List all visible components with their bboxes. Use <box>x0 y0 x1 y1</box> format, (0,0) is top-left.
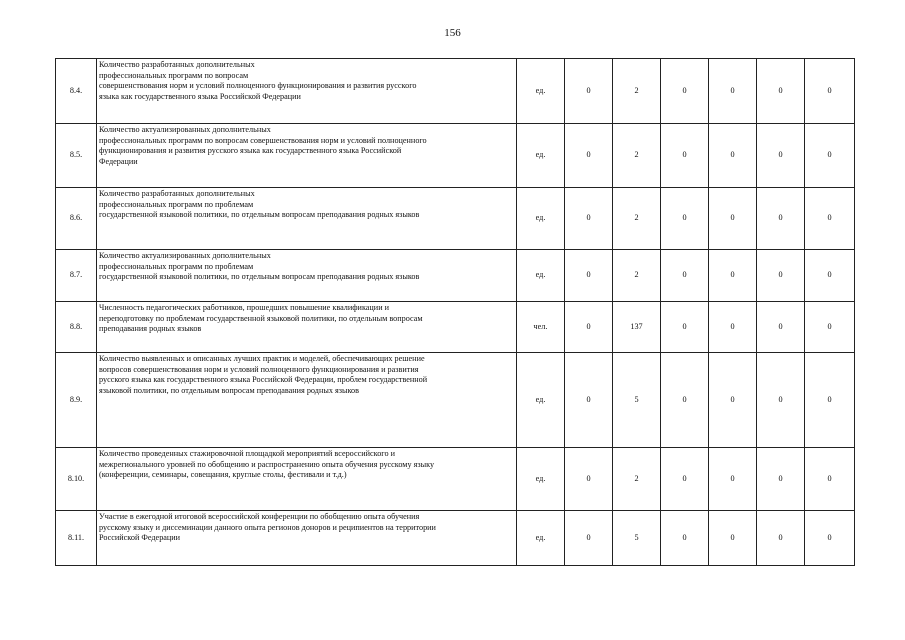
description-line: Федерации <box>99 156 138 166</box>
value-cell: 0 <box>805 353 855 448</box>
value-cell: 0 <box>709 124 757 188</box>
row-number: 8.11. <box>56 511 97 566</box>
table-row <box>56 124 855 188</box>
value-cell: 0 <box>661 188 709 250</box>
table-row <box>56 511 855 566</box>
value-cell: 2 <box>613 250 661 302</box>
row-number: 8.7. <box>56 250 97 302</box>
page-number: 156 <box>444 27 461 39</box>
description-line: Количество проведенных стажировочной площадкой мероприятий всероссийского и <box>99 449 395 458</box>
value-cell: 0 <box>661 511 709 566</box>
table-row <box>56 448 855 511</box>
unit-cell: ед. <box>517 250 565 302</box>
indicator-description <box>97 250 517 302</box>
value-cell: 0 <box>709 188 757 250</box>
description-line: переподготовку по проблемам государственной языковой политики, по отдельным вопросам <box>99 313 423 323</box>
unit-cell: чел. <box>517 302 565 353</box>
value-cell: 0 <box>709 302 757 353</box>
value-cell: 0 <box>805 250 855 302</box>
description-line: профессиональных программ по проблемам <box>99 199 254 209</box>
unit-cell: ед. <box>517 511 565 566</box>
description-line: государственной языковой политики, по отдельным вопросам преподавания родных языков <box>99 210 420 220</box>
value-cell: 0 <box>565 124 613 188</box>
description-line: вопросов совершенствования норм и условий полноценного функционирования и развития <box>99 364 419 374</box>
row-number: 8.5. <box>56 124 97 188</box>
description-line: функционирования и развития русского языка как государственного языка Российской <box>99 146 402 156</box>
indicator-description <box>97 59 517 124</box>
value-cell: 0 <box>805 59 855 124</box>
description-line: преподавания родных языков <box>99 324 202 334</box>
table-row <box>56 250 855 302</box>
value-cell: 0 <box>565 59 613 124</box>
value-cell: 0 <box>565 302 613 353</box>
value-cell: 0 <box>661 250 709 302</box>
value-cell: 0 <box>661 353 709 448</box>
value-cell: 0 <box>565 188 613 250</box>
value-cell: 2 <box>613 59 661 124</box>
indicator-description <box>97 511 517 566</box>
value-cell: 0 <box>757 188 805 250</box>
value-cell: 0 <box>757 353 805 448</box>
value-cell: 0 <box>805 124 855 188</box>
row-number: 8.10. <box>56 448 97 511</box>
value-cell: 0 <box>805 511 855 566</box>
unit-cell: ед. <box>517 124 565 188</box>
unit-cell: ед. <box>517 448 565 511</box>
description-line: Количество разработанных дополнительных <box>99 189 255 198</box>
value-cell: 0 <box>709 511 757 566</box>
indicator-description <box>97 353 517 448</box>
value-cell: 137 <box>613 302 661 353</box>
value-cell: 0 <box>661 124 709 188</box>
value-cell: 0 <box>805 302 855 353</box>
row-number: 8.8. <box>56 302 97 353</box>
table-row <box>56 59 855 124</box>
value-cell: 0 <box>805 448 855 511</box>
description-line: государственной языковой политики, по отдельным вопросам преподавания родных языков <box>99 272 420 282</box>
description-line: (конференции, семинары, совещания, круглые столы, фестивали и т.д.) <box>99 470 347 480</box>
row-number: 8.4. <box>56 59 97 124</box>
value-cell: 0 <box>805 188 855 250</box>
value-cell: 0 <box>709 59 757 124</box>
value-cell: 0 <box>709 353 757 448</box>
description-line: профессиональных программ по вопросам совершенствования норм и условий полноценного <box>99 135 427 145</box>
value-cell: 2 <box>613 448 661 511</box>
unit-cell: ед. <box>517 188 565 250</box>
row-number: 8.9. <box>56 353 97 448</box>
value-cell: 2 <box>613 188 661 250</box>
value-cell: 0 <box>661 59 709 124</box>
indicator-description <box>97 124 517 188</box>
value-cell: 0 <box>709 250 757 302</box>
description-line: Количество актуализированных дополнительных <box>99 125 271 134</box>
value-cell: 0 <box>757 250 805 302</box>
description-line: Численность педагогических работников, прошедших повышение квалификации и <box>99 303 390 312</box>
value-cell: 0 <box>565 250 613 302</box>
unit-cell: ед. <box>517 59 565 124</box>
description-line: профессиональных программ по вопросам <box>99 70 249 80</box>
value-cell: 0 <box>757 511 805 566</box>
description-line: межрегионального уровней по обобщению и распространению опыта обучения русскому языку <box>99 459 435 469</box>
value-cell: 0 <box>565 448 613 511</box>
description-line: профессиональных программ по проблемам <box>99 261 254 271</box>
description-line: русскому языку и диссеминации данного опыта регионов доноров и реципиентов на территории <box>99 522 436 532</box>
indicator-description <box>97 188 517 250</box>
indicator-description <box>97 302 517 353</box>
value-cell: 0 <box>709 448 757 511</box>
description-line: Количество выявленных и описанных лучших практик и моделей, обеспечивающих решение <box>99 354 425 363</box>
table-row <box>56 353 855 448</box>
value-cell: 0 <box>757 302 805 353</box>
description-line: Участие в ежегодной итоговой всероссийской конференции по обобщению опыта обучения <box>99 512 420 521</box>
description-line: Российской Федерации <box>99 533 181 543</box>
description-line: языка как государственного языка Российской Федерации <box>99 91 301 101</box>
indicators-table <box>55 58 855 566</box>
value-cell: 2 <box>613 124 661 188</box>
table-row <box>56 188 855 250</box>
description-line: Количество актуализированных дополнительных <box>99 251 271 260</box>
description-line: Количество разработанных дополнительных <box>99 60 255 69</box>
value-cell: 0 <box>757 124 805 188</box>
value-cell: 0 <box>565 353 613 448</box>
value-cell: 5 <box>613 511 661 566</box>
value-cell: 5 <box>613 353 661 448</box>
value-cell: 0 <box>757 448 805 511</box>
unit-cell: ед. <box>517 353 565 448</box>
value-cell: 0 <box>661 302 709 353</box>
value-cell: 0 <box>757 59 805 124</box>
value-cell: 0 <box>661 448 709 511</box>
indicator-description <box>97 448 517 511</box>
description-line: совершенствования норм и условий полноценного функционирования и развития русского <box>99 81 417 91</box>
table-row <box>56 302 855 353</box>
description-line: языковой политики, по отдельным вопросам преподавания родных языков <box>99 385 359 395</box>
description-line: русского языка как государственного языка Российской Федерации, проблем государственной <box>99 375 428 385</box>
value-cell: 0 <box>565 511 613 566</box>
row-number: 8.6. <box>56 188 97 250</box>
